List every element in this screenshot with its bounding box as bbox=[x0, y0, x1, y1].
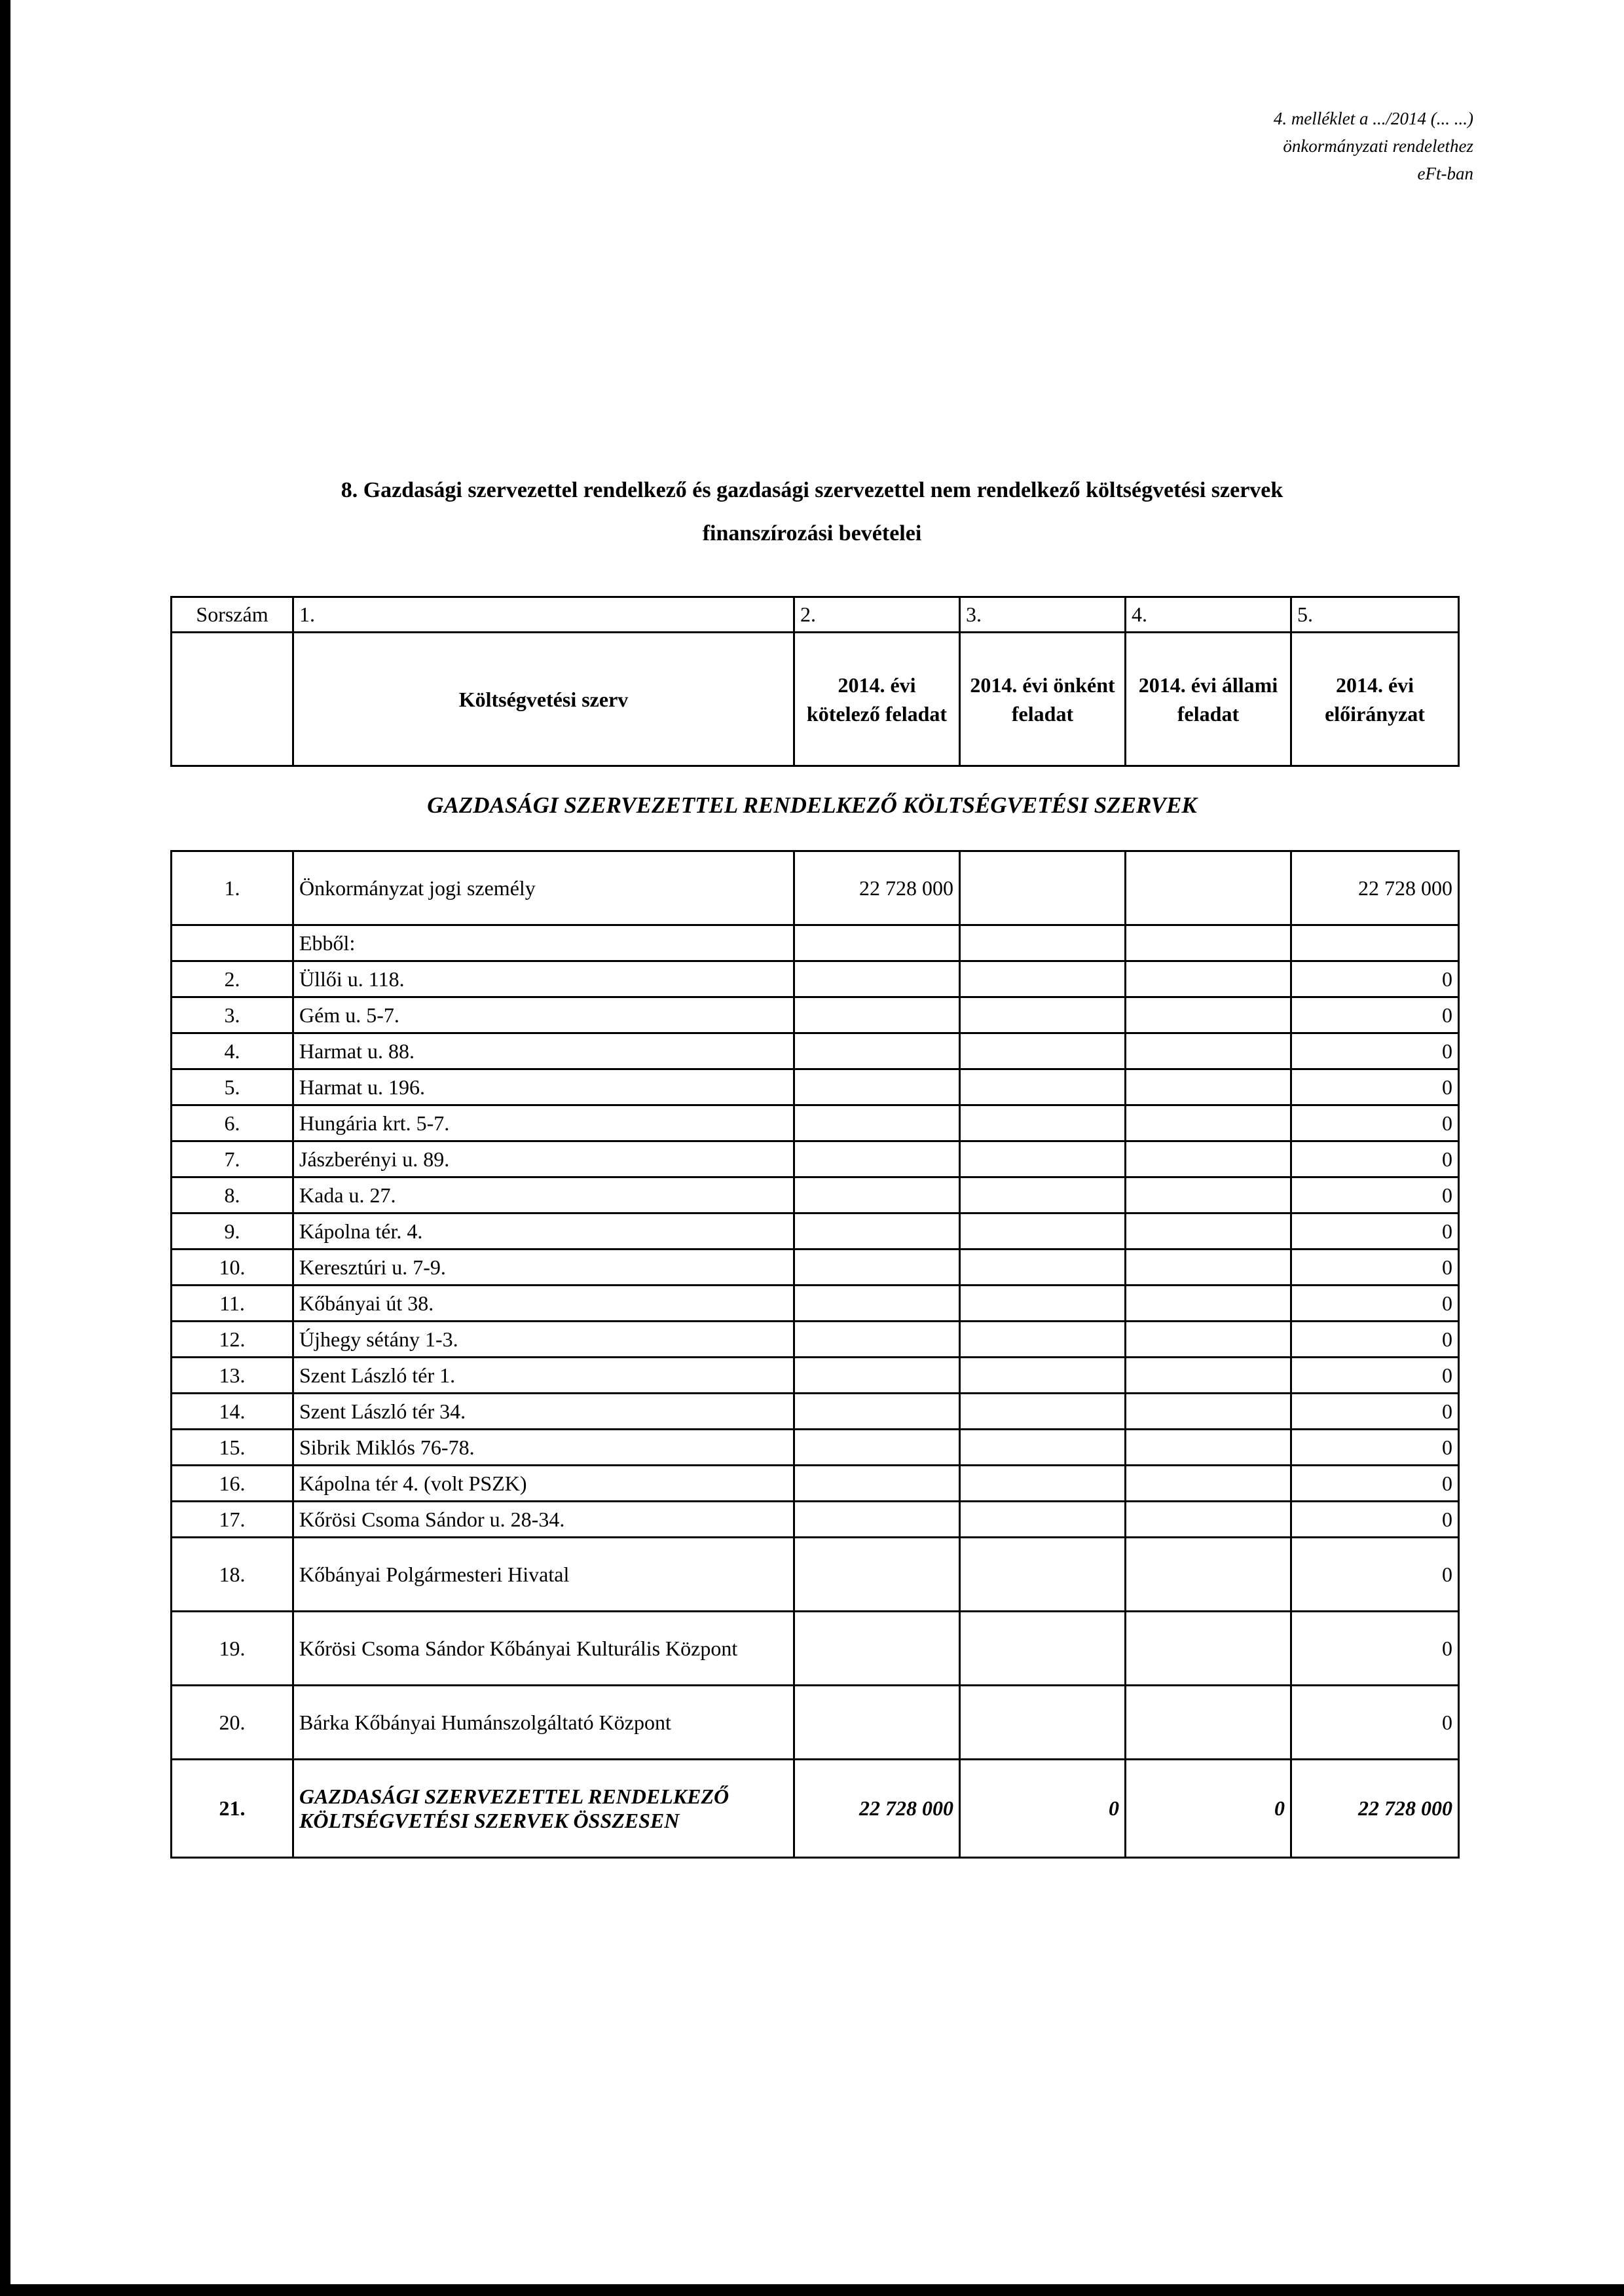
header-num-5: 5. bbox=[1291, 597, 1459, 633]
header-num-1: 1. bbox=[293, 597, 794, 633]
row-kotelezo: 22 728 000 bbox=[794, 1760, 960, 1858]
annex-unit: eFt-ban bbox=[1417, 164, 1473, 183]
row-eloiranyzat: 0 bbox=[1291, 1612, 1459, 1686]
row-number: 20. bbox=[172, 1686, 293, 1760]
table-row bbox=[172, 1322, 1459, 1358]
row-allami bbox=[1126, 961, 1291, 997]
row-number: 9. bbox=[172, 1213, 293, 1250]
row-allami bbox=[1126, 1394, 1291, 1430]
header-num-3: 3. bbox=[960, 597, 1126, 633]
row-kotelezo bbox=[794, 1286, 960, 1322]
table-row bbox=[172, 1538, 1459, 1612]
table-row bbox=[172, 1466, 1459, 1502]
row-number: 19. bbox=[172, 1612, 293, 1686]
header-sorszam: Sorszám bbox=[172, 597, 293, 633]
row-onkent bbox=[960, 1394, 1126, 1430]
row-name: Kőrösi Csoma Sándor u. 28-34. bbox=[293, 1502, 794, 1538]
row-number: 14. bbox=[172, 1394, 293, 1430]
row-eloiranyzat: 0 bbox=[1291, 1033, 1459, 1069]
row-onkent bbox=[960, 1033, 1126, 1069]
header-koltsegvetesi-szerv: Költségvetési szerv bbox=[293, 633, 794, 766]
row-onkent bbox=[960, 851, 1126, 925]
row-number: 12. bbox=[172, 1322, 293, 1358]
table-row bbox=[172, 1177, 1459, 1213]
row-number bbox=[172, 925, 293, 961]
row-name: Sibrik Miklós 76-78. bbox=[293, 1430, 794, 1466]
row-kotelezo bbox=[794, 1430, 960, 1466]
row-allami bbox=[1126, 997, 1291, 1033]
table-row bbox=[172, 1141, 1459, 1177]
row-allami bbox=[1126, 1538, 1291, 1612]
row-name: Kőrösi Csoma Sándor Kőbányai Kulturális Központ bbox=[293, 1612, 794, 1686]
row-name: Szent László tér 1. bbox=[293, 1358, 794, 1394]
row-number: 5. bbox=[172, 1069, 293, 1105]
row-allami bbox=[1126, 1250, 1291, 1286]
row-eloiranyzat: 0 bbox=[1291, 1105, 1459, 1141]
table-row bbox=[172, 1612, 1459, 1686]
row-allami bbox=[1126, 1213, 1291, 1250]
row-name: Kápolna tér. 4. bbox=[293, 1213, 794, 1250]
row-eloiranyzat: 0 bbox=[1291, 1502, 1459, 1538]
row-name: Gém u. 5-7. bbox=[293, 997, 794, 1033]
total-row bbox=[172, 1760, 1459, 1858]
row-name: Kada u. 27. bbox=[293, 1177, 794, 1213]
row-eloiranyzat: 0 bbox=[1291, 1286, 1459, 1322]
row-name: Kőbányai út 38. bbox=[293, 1286, 794, 1322]
row-kotelezo bbox=[794, 1358, 960, 1394]
row-kotelezo bbox=[794, 1069, 960, 1105]
row-onkent bbox=[960, 961, 1126, 997]
row-kotelezo bbox=[794, 961, 960, 997]
row-number: 21. bbox=[172, 1760, 293, 1858]
row-eloiranyzat: 22 728 000 bbox=[1291, 1760, 1459, 1858]
scan-bottom-border bbox=[0, 2284, 1624, 2296]
row-eloiranyzat: 22 728 000 bbox=[1291, 851, 1459, 925]
row-allami bbox=[1126, 1322, 1291, 1358]
row-eloiranyzat: 0 bbox=[1291, 1466, 1459, 1502]
table-row bbox=[172, 1502, 1459, 1538]
table-row bbox=[172, 1686, 1459, 1760]
row-onkent bbox=[960, 1177, 1126, 1213]
row-allami bbox=[1126, 1105, 1291, 1141]
row-allami bbox=[1126, 1358, 1291, 1394]
row-name: Újhegy sétány 1-3. bbox=[293, 1322, 794, 1358]
row-eloiranyzat: 0 bbox=[1291, 1394, 1459, 1430]
row-number: 15. bbox=[172, 1430, 293, 1466]
header-allami: 2014. évi állami feladat bbox=[1126, 633, 1291, 766]
header-onkent: 2014. évi önként feladat bbox=[960, 633, 1126, 766]
header-kotelezo: 2014. évi kötelező feladat bbox=[794, 633, 960, 766]
scan-left-border bbox=[0, 0, 10, 2296]
header-num-2: 2. bbox=[794, 597, 960, 633]
row-kotelezo bbox=[794, 1612, 960, 1686]
row-allami bbox=[1126, 851, 1291, 925]
row-kotelezo bbox=[794, 1502, 960, 1538]
row-name: Harmat u. 88. bbox=[293, 1033, 794, 1069]
table-row bbox=[172, 961, 1459, 997]
page-subtitle: finanszírozási bevételei bbox=[702, 521, 922, 546]
table-row bbox=[172, 1250, 1459, 1286]
row-kotelezo bbox=[794, 997, 960, 1033]
table-row bbox=[172, 1105, 1459, 1141]
table-row bbox=[172, 1213, 1459, 1250]
table-row bbox=[172, 1358, 1459, 1394]
row-number: 2. bbox=[172, 961, 293, 997]
row-number: 11. bbox=[172, 1286, 293, 1322]
row-name: Bárka Kőbányai Humánszolgáltató Központ bbox=[293, 1686, 794, 1760]
row-name: Önkormányzat jogi személy bbox=[293, 851, 794, 925]
table-row bbox=[172, 851, 1459, 925]
row-allami bbox=[1126, 1612, 1291, 1686]
row-eloiranyzat: 0 bbox=[1291, 1141, 1459, 1177]
row-number: 13. bbox=[172, 1358, 293, 1394]
row-onkent bbox=[960, 1213, 1126, 1250]
table-row bbox=[172, 1033, 1459, 1069]
row-kotelezo bbox=[794, 1177, 960, 1213]
row-name: Keresztúri u. 7-9. bbox=[293, 1250, 794, 1286]
row-onkent bbox=[960, 1538, 1126, 1612]
header-blank bbox=[172, 633, 293, 766]
row-onkent bbox=[960, 1466, 1126, 1502]
annex-header bbox=[1274, 105, 1473, 187]
row-kotelezo: 22 728 000 bbox=[794, 851, 960, 925]
column-number-row bbox=[172, 597, 1459, 633]
header-eloiranyzat: 2014. évi előirányzat bbox=[1291, 633, 1459, 766]
row-onkent bbox=[960, 1612, 1126, 1686]
row-eloiranyzat: 0 bbox=[1291, 1686, 1459, 1760]
row-eloiranyzat: 0 bbox=[1291, 1069, 1459, 1105]
row-allami bbox=[1126, 1430, 1291, 1466]
row-kotelezo bbox=[794, 1250, 960, 1286]
row-name: Szent László tér 34. bbox=[293, 1394, 794, 1430]
row-onkent bbox=[960, 1686, 1126, 1760]
row-number: 8. bbox=[172, 1177, 293, 1213]
row-number: 6. bbox=[172, 1105, 293, 1141]
row-onkent bbox=[960, 1322, 1126, 1358]
row-name: Harmat u. 196. bbox=[293, 1069, 794, 1105]
table-row bbox=[172, 1430, 1459, 1466]
row-onkent bbox=[960, 1502, 1126, 1538]
data-table bbox=[170, 850, 1460, 1859]
row-kotelezo bbox=[794, 1213, 960, 1250]
row-eloiranyzat: 0 bbox=[1291, 997, 1459, 1033]
row-eloiranyzat: 0 bbox=[1291, 1538, 1459, 1612]
row-name: GAZDASÁGI SZERVEZETTEL RENDELKEZŐ KÖLTSÉGVETÉSI SZERVEK ÖSSZESEN bbox=[293, 1760, 794, 1858]
table-row bbox=[172, 1394, 1459, 1430]
row-allami bbox=[1126, 1502, 1291, 1538]
table-row bbox=[172, 1069, 1459, 1105]
row-kotelezo bbox=[794, 1686, 960, 1760]
row-kotelezo bbox=[794, 1394, 960, 1430]
row-onkent bbox=[960, 1286, 1126, 1322]
row-kotelezo bbox=[794, 925, 960, 961]
row-onkent bbox=[960, 1250, 1126, 1286]
section-title: GAZDASÁGI SZERVEZETTEL RENDELKEZŐ KÖLTSÉGVETÉSI SZERVEK bbox=[427, 792, 1197, 818]
row-allami: 0 bbox=[1126, 1760, 1291, 1858]
row-name: Jászberényi u. 89. bbox=[293, 1141, 794, 1177]
row-name: Kápolna tér 4. (volt PSZK) bbox=[293, 1466, 794, 1502]
row-allami bbox=[1126, 1286, 1291, 1322]
row-onkent bbox=[960, 1358, 1126, 1394]
row-eloiranyzat: 0 bbox=[1291, 1358, 1459, 1394]
row-eloiranyzat: 0 bbox=[1291, 961, 1459, 997]
row-kotelezo bbox=[794, 1105, 960, 1141]
row-kotelezo bbox=[794, 1466, 960, 1502]
row-kotelezo bbox=[794, 1322, 960, 1358]
row-eloiranyzat: 0 bbox=[1291, 1322, 1459, 1358]
row-kotelezo bbox=[794, 1538, 960, 1612]
row-name: Hungária krt. 5-7. bbox=[293, 1105, 794, 1141]
column-title-row bbox=[172, 633, 1459, 766]
row-number: 17. bbox=[172, 1502, 293, 1538]
row-eloiranyzat: 0 bbox=[1291, 1250, 1459, 1286]
row-onkent bbox=[960, 925, 1126, 961]
row-number: 7. bbox=[172, 1141, 293, 1177]
row-onkent: 0 bbox=[960, 1760, 1126, 1858]
row-name: Üllői u. 118. bbox=[293, 961, 794, 997]
row-allami bbox=[1126, 1033, 1291, 1069]
row-number: 3. bbox=[172, 997, 293, 1033]
row-onkent bbox=[960, 1141, 1126, 1177]
row-name: Ebből: bbox=[293, 925, 794, 961]
row-onkent bbox=[960, 997, 1126, 1033]
row-onkent bbox=[960, 1430, 1126, 1466]
row-number: 16. bbox=[172, 1466, 293, 1502]
row-allami bbox=[1126, 1466, 1291, 1502]
header-num-4: 4. bbox=[1126, 597, 1291, 633]
row-number: 18. bbox=[172, 1538, 293, 1612]
row-allami bbox=[1126, 1177, 1291, 1213]
row-kotelezo bbox=[794, 1141, 960, 1177]
table-row bbox=[172, 1286, 1459, 1322]
annex-reference: 4. melléklet a .../2014 (... ...) bbox=[1273, 109, 1473, 128]
table-row bbox=[172, 925, 1459, 961]
row-allami bbox=[1126, 925, 1291, 961]
table-row bbox=[172, 997, 1459, 1033]
row-onkent bbox=[960, 1069, 1126, 1105]
row-eloiranyzat: 0 bbox=[1291, 1213, 1459, 1250]
row-number: 4. bbox=[172, 1033, 293, 1069]
annex-decree: önkormányzati rendelethez bbox=[1283, 136, 1473, 156]
row-eloiranyzat: 0 bbox=[1291, 1177, 1459, 1213]
row-allami bbox=[1126, 1141, 1291, 1177]
row-eloiranyzat: 0 bbox=[1291, 1430, 1459, 1466]
row-allami bbox=[1126, 1686, 1291, 1760]
row-number: 1. bbox=[172, 851, 293, 925]
row-allami bbox=[1126, 1069, 1291, 1105]
column-header-table bbox=[170, 596, 1460, 767]
row-kotelezo bbox=[794, 1033, 960, 1069]
row-onkent bbox=[960, 1105, 1126, 1141]
row-name: Kőbányai Polgármesteri Hivatal bbox=[293, 1538, 794, 1612]
page-title: 8. Gazdasági szervezettel rendelkező és gazdasági szervezettel nem rendelkező költségvetési szervek bbox=[341, 478, 1283, 502]
row-number: 10. bbox=[172, 1250, 293, 1286]
row-eloiranyzat bbox=[1291, 925, 1459, 961]
